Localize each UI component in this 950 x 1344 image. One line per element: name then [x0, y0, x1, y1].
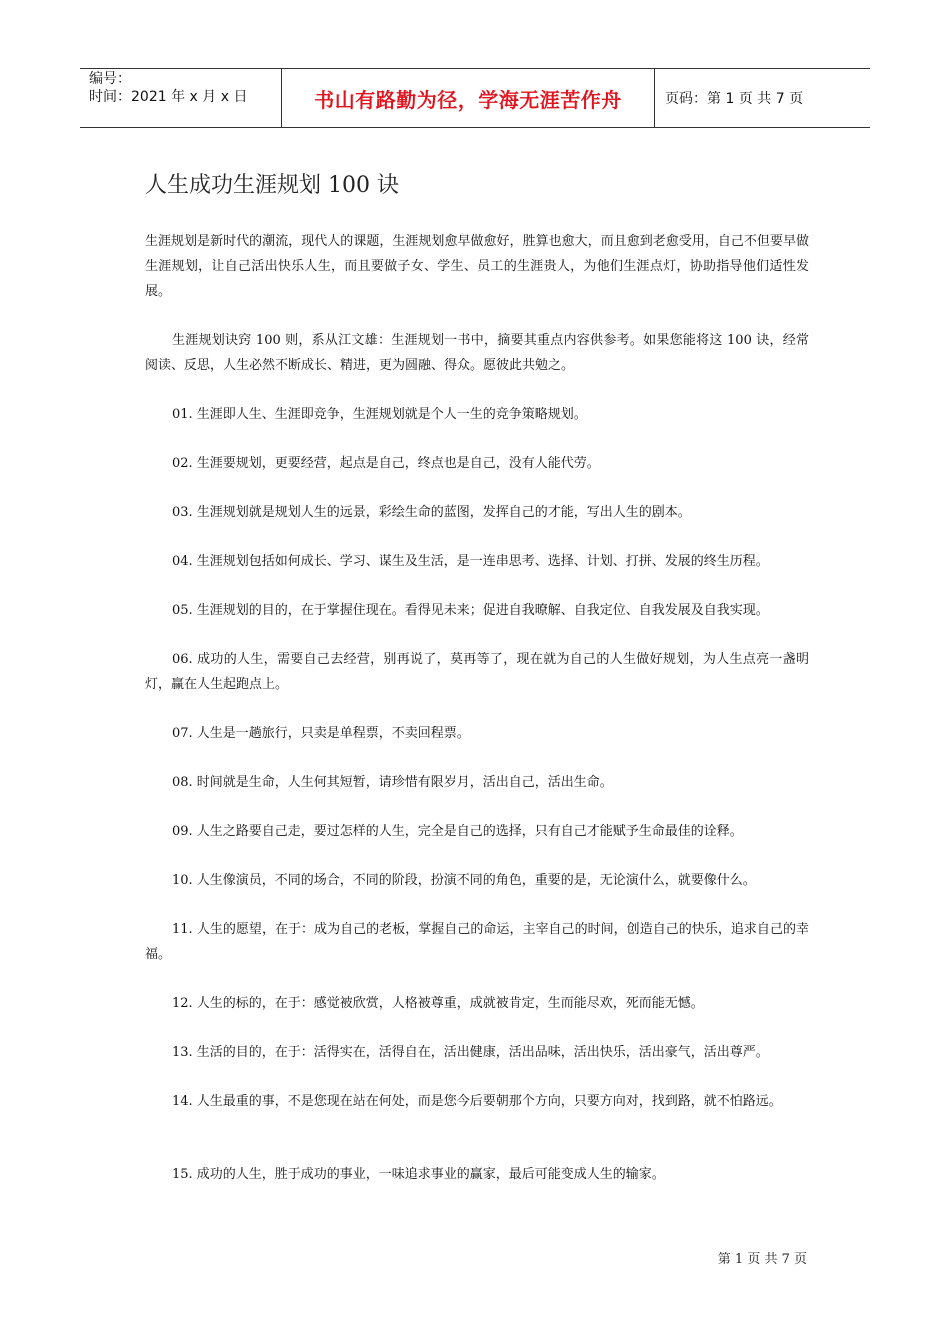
list-item: 04. 生涯规划包括如何成长、学习、谋生及生活，是一连串思考、选择、计划、打拼、发展的终生历程。	[172, 554, 769, 569]
document-title: 人生成功生涯规划 100 诀	[145, 173, 399, 198]
document-date: 时间：2021 年 x 月 x 日	[89, 89, 248, 105]
list-item: 01. 生涯即人生、生涯即竞争，生涯规划就是个人一生的竞争策略规划。	[172, 407, 587, 422]
list-item: 08. 时间就是生命，人生何其短暂，请珍惜有限岁月，活出自己，活出生命。	[172, 775, 613, 790]
list-item: 12. 人生的标的，在于：感觉被欣赏，人格被尊重，成就被肯定，生而能尽欢，死而能无憾。	[172, 996, 704, 1011]
header-motto: 书山有路勤为径，学海无涯苦作舟	[282, 69, 655, 127]
list-item: 03. 生涯规划就是规划人生的远景，彩绘生命的蓝图，发挥自己的才能，写出人生的剧本。	[172, 505, 691, 520]
list-item: 07. 人生是一趟旅行，只卖是单程票，不卖回程票。	[172, 726, 470, 741]
list-item: 09. 人生之路要自己走，要过怎样的人生，完全是自己的选择，只有自己才能赋予生命最佳的诠释。	[172, 824, 743, 839]
list-item: 02. 生涯要规划，更要经营，起点是自己，终点也是自己，没有人能代劳。	[172, 456, 600, 471]
list-item: 11. 人生的愿望，在于：成为自己的老板，掌握自己的命运，主宰自己的时间，创造自己的快乐，追求自己的幸福。	[145, 922, 809, 962]
list-item: 05. 生涯规划的目的，在于掌握住现在。看得见未来；促进自我暸解、自我定位、自我发展及自我实现。	[172, 603, 769, 618]
intro-paragraph: 生涯规划诀窍 100 则，系从江文雄：生涯规划一书中，摘要其重点内容供参考。如果您能将这 100 诀，经常阅读、反思，人生必然不断成长、精进，更为圆融、得众。愿彼此共勉之。	[145, 333, 809, 373]
list-item: 06. 成功的人生，需要自己去经营，别再说了，莫再等了，现在就为自己的人生做好规划，为人生点亮一盏明灯，赢在人生起跑点上。	[145, 652, 809, 692]
document-body	[145, 229, 809, 1211]
intro-paragraph: 生涯规划是新时代的潮流，现代人的课题，生涯规划愈早做愈好，胜算也愈大，而且愈到老愈受用，自己不但要早做生涯规划，让自己活出快乐人生，而且要做子女、学生、员工的生涯贵人，为他们生涯点灯，协助指导他们适性发展。	[145, 234, 809, 299]
footer-page-number: 第 1 页 共 7 页	[717, 1252, 807, 1267]
page-header	[80, 68, 870, 128]
list-item: 10. 人生像演员，不同的场合，不同的阶段，扮演不同的角色，重要的是，无论演什么，就要像什么。	[172, 873, 756, 888]
header-page-number: 页码：第 1 页 共 7 页	[665, 91, 804, 107]
list-item: 13. 生活的目的，在于：活得实在，活得自在，活出健康，活出品味，活出快乐，活出豪气，活出尊严。	[172, 1045, 769, 1060]
header-meta	[80, 69, 282, 127]
list-item: 14. 人生最重的事，不是您现在站在何处，而是您今后要朝那个方向，只要方向对，找到路，就不怕路远。	[172, 1094, 782, 1109]
list-item: 15. 成功的人生，胜于成功的事业，一味追求事业的赢家，最后可能变成人生的输家。	[172, 1167, 665, 1182]
document-number-label: 编号：	[89, 71, 131, 87]
